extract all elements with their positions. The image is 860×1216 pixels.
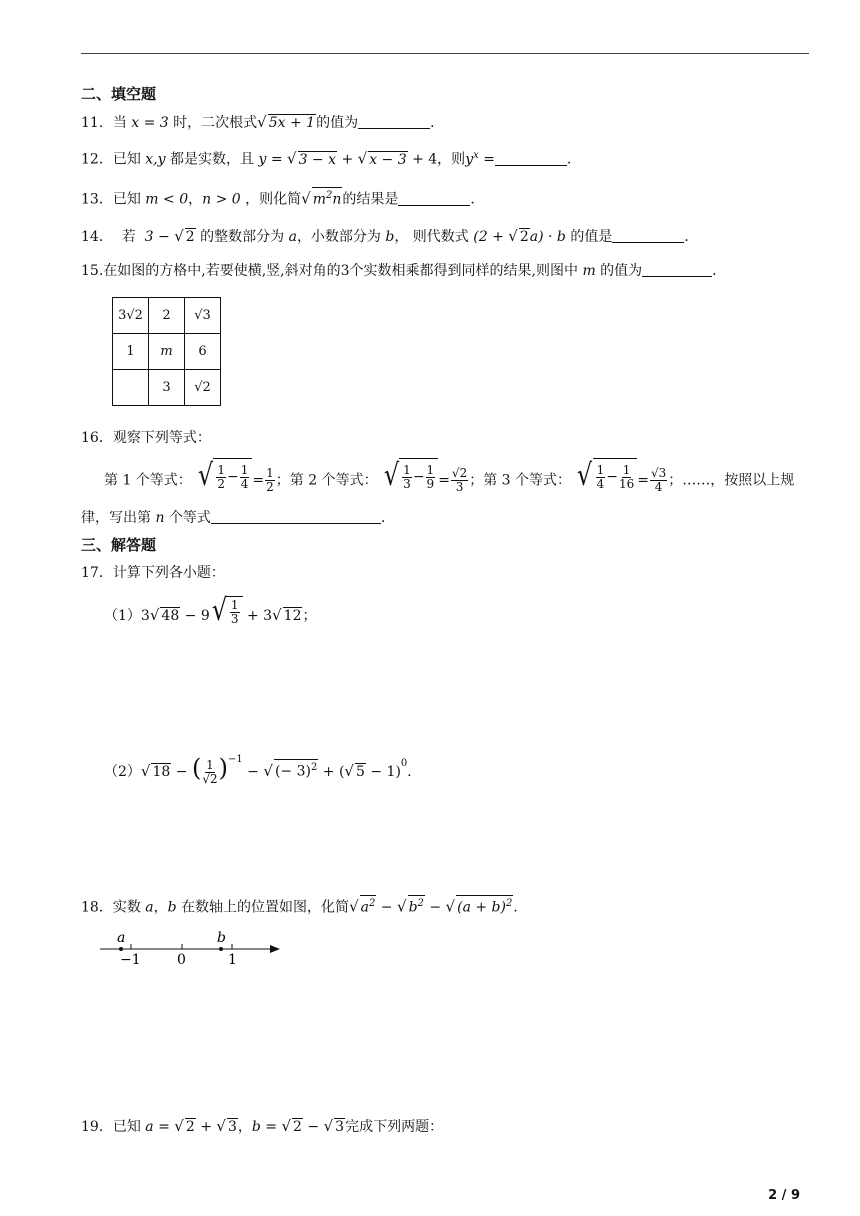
question-16-equations: 第 1 个等式： √ $\frac{1}{2}$ − $\frac{1}{4}$ = $\frac{1}{2}$ ；第 2 个等式： √ $\frac{1}{3}$ − $\frac{1}{9}$ = $\frac{√2}{3}$ ；第 3 个等式： √ $\frac{1}{4}$ − $\frac{1}{16}$ = $\frac{√3}{4}$ ；……，按照以上规 [104, 457, 795, 494]
label-b: b [217, 930, 226, 946]
section-2-heading: 二、填空题 [81, 85, 157, 103]
question-11: 11．当 x = 3 时，二次根式√ 5x + 1的值为 ． [81, 113, 445, 131]
tick-label-1: 1 [228, 952, 237, 968]
grid-cell: 6 [185, 334, 221, 370]
question-17-part-1: （1）3√ 48 − 9 √ $\frac{1}{3}$ + 3√ 12； [104, 593, 317, 628]
question-16: 16．观察下列等式： [81, 430, 211, 446]
grid-cell: √3 [185, 298, 221, 334]
tick-label-0: 0 [177, 952, 186, 968]
grid-cell [113, 370, 149, 406]
question-17: 17．计算下列各小题： [81, 565, 225, 581]
number-line [98, 930, 288, 970]
grid-cell: m [149, 334, 185, 370]
grid-cell: 1 [113, 334, 149, 370]
question-12: 12．已知 x,y 都是实数，且 y = √ 3 − x + √ x − 3 + 4，则$y^x$ = ． [81, 149, 581, 168]
question-13: 13．已知 m < 0，n > 0 ，则化简√ $m^2n$的结果是 ． [81, 187, 484, 210]
section-3-heading: 三、解答题 [81, 536, 157, 554]
grid-cell: 3√2 [113, 298, 149, 334]
point-b [219, 947, 223, 951]
question-17-part-2: （2）√ 18 − ( $\frac{1}{√2}$ )$^{-1}$ − √ (− 3)$^2$ + (√ 5 − 1)$^0$． [104, 754, 422, 786]
header-rule [81, 53, 809, 54]
grid-cell: √2 [185, 370, 221, 406]
question-14: 14． 若 3 − √ 2 的整数部分为 a，小数部分为 b， 则代数式 (2 + √ 2a) · b 的值是 ． [81, 227, 699, 245]
label-a: a [117, 930, 126, 946]
point-a [119, 947, 123, 951]
grid-cell: 2 [149, 298, 185, 334]
tick-label-minus-1: −1 [120, 952, 141, 968]
question-18: 18．实数 a，b 在数轴上的位置如图，化简√ $a^2$ − √ $b^2$ − √ $(a + b)^2$． [81, 895, 527, 918]
magic-square-grid [112, 297, 221, 406]
question-19: 19．已知 a = √ 2 + √ 3，b = √ 2 − √ 3完成下列两题： [81, 1117, 444, 1135]
question-16-line2: 律，写出第 n 个等式 ． [81, 510, 395, 526]
question-15: 15.在如图的方格中,若要使横,竖,斜对角的3个实数相乘都得到同样的结果,则图中 m 的值为 ． [81, 263, 727, 279]
page-number: 2 / 9 [768, 1188, 800, 1203]
arrow-head [270, 945, 280, 953]
grid-cell: 3 [149, 370, 185, 406]
